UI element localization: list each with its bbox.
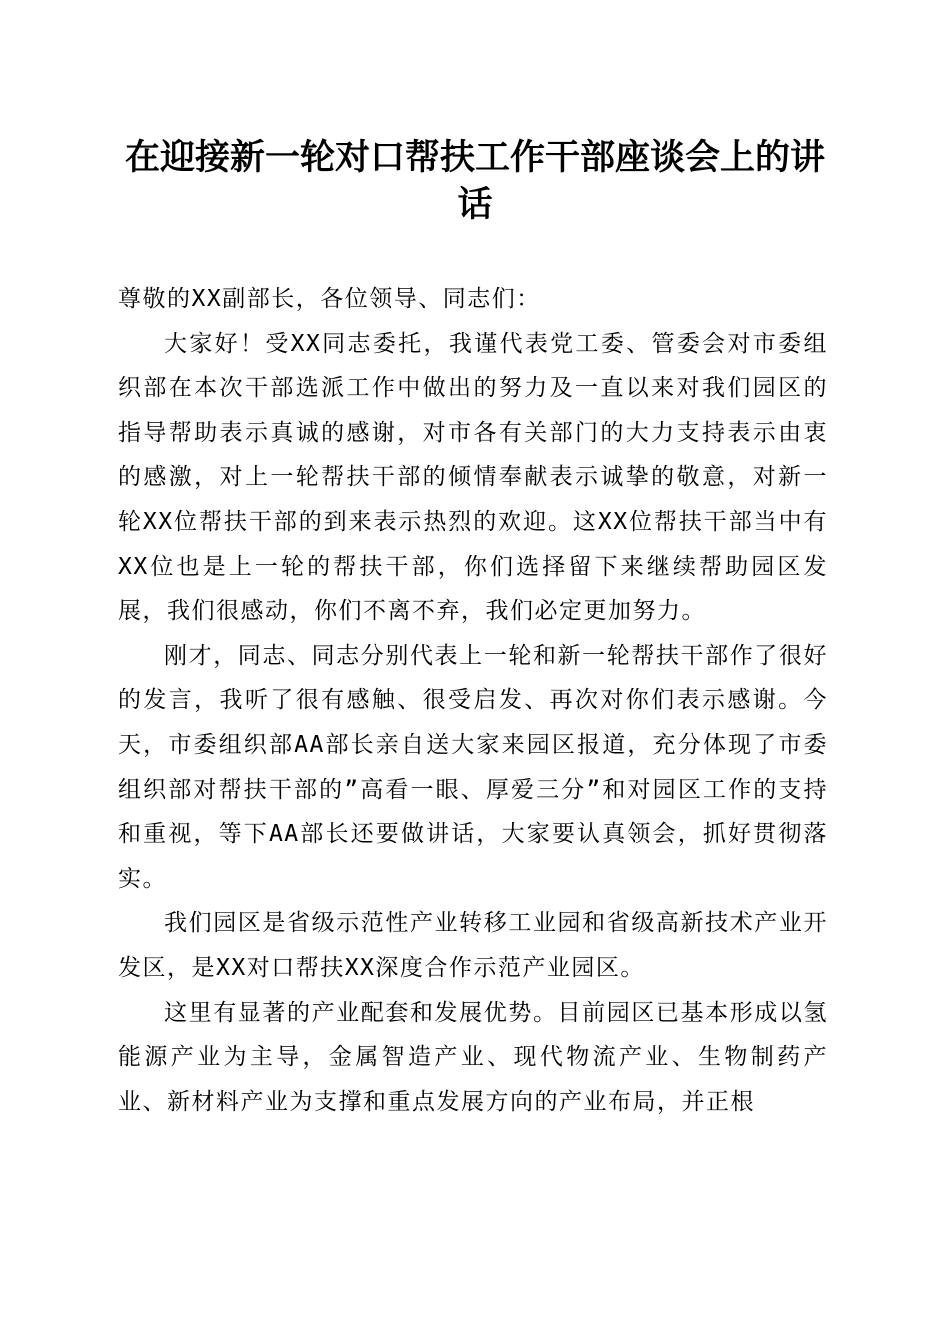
paragraph-2: 刚才，同志、同志分别代表上一轮和新一轮帮扶干部作了很好的发言，我听了很有感触、很受启发、再次对你们表示感谢。今天，市委组织部AA部长亲自送大家来园区报道，充分体现了市委组织部对帮扶干部的”高看一眼、厚爱三分”和对园区工作的支持和重视，等下AA部长还要做讲话，大家要认真领会，抓好贯彻落实。 xyxy=(118,642,828,892)
paragraph-1: 大家好！受XX同志委托，我谨代表党工委、管委会对市委组织部在本次干部选派工作中做出的努力及一直以来对我们园区的指导帮助表示真诚的感谢，对市各有关部门的大力支持表示由衷的感激，对上一轮帮扶干部的倾情奉献表示诚挚的敬意，对新一轮XX位帮扶干部的到来表示热烈的欢迎。这XX位帮扶干部当中有XX位也是上一轮的帮扶干部，你们选择留下来继续帮助园区发展，我们很感动，你们不离不弃，我们必定更加努力。 xyxy=(118,330,828,625)
document-title: 在迎接新一轮对口帮扶工作干部座谈会上的讲话 xyxy=(124,137,825,225)
paragraph-3: 我们园区是省级示范性产业转移工业园和省级高新技术产业开发区，是XX对口帮扶XX深度合作示范产业园区。 xyxy=(118,910,828,981)
paragraph-4: 这里有显著的产业配套和发展优势。目前园区已基本形成以氢能源产业为主导，金属智造产业、现代物流产业、生物制药产业、新材料产业为支撑和重点发展方向的产业布局，并正根 xyxy=(118,999,828,1115)
document-body xyxy=(118,277,828,1124)
salutation: 尊敬的XX副部长，各位领导、同志们： xyxy=(118,286,541,312)
